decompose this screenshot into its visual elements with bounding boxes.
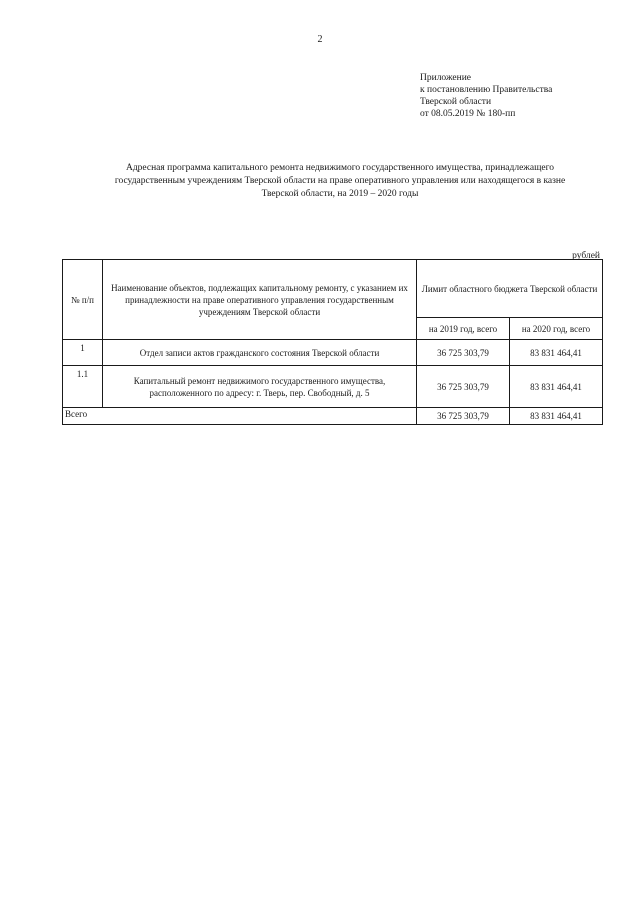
table-row bbox=[63, 366, 603, 408]
table-header-row bbox=[63, 260, 603, 318]
header-num: № п/п bbox=[63, 260, 103, 340]
total-label: Всего bbox=[63, 408, 417, 425]
header-limit: Лимит областного бюджета Тверской области bbox=[417, 260, 603, 318]
row-value-2020: 83 831 464,41 bbox=[510, 366, 603, 408]
header-name: Наименование объектов, подлежащих капитальному ремонту, с указанием их принадлежности на праве оперативного управления государственным учреждениям Тверской области bbox=[103, 260, 417, 340]
total-value-2019: 36 725 303,79 bbox=[417, 408, 510, 425]
budget-table bbox=[62, 259, 603, 425]
page-number: 2 bbox=[317, 34, 323, 45]
table-total-row bbox=[63, 408, 603, 425]
appendix-line: Приложение bbox=[420, 73, 471, 83]
appendix-line: к постановлению Правительства bbox=[420, 85, 553, 95]
document-title bbox=[80, 162, 600, 201]
header-year-2019: на 2019 год, всего bbox=[417, 318, 510, 340]
row-num: 1 bbox=[63, 340, 103, 366]
row-name: Отдел записи актов гражданского состояния Тверской области bbox=[103, 340, 417, 366]
row-num: 1.1 bbox=[63, 366, 103, 408]
appendix-line: Тверской области bbox=[420, 97, 492, 107]
row-value-2020: 83 831 464,41 bbox=[510, 340, 603, 366]
header-year-2020: на 2020 год, всего bbox=[510, 318, 603, 340]
table-row bbox=[63, 340, 603, 366]
title-line: Адресная программа капитального ремонта недвижимого государственного имущества, принадлежащего bbox=[125, 163, 555, 173]
row-value-2019: 36 725 303,79 bbox=[417, 340, 510, 366]
appendix-line: от 08.05.2019 № 180-пп bbox=[420, 109, 516, 119]
title-line: Тверской области, на 2019 – 2020 годы bbox=[261, 189, 419, 199]
appendix-block bbox=[420, 72, 552, 120]
row-value-2019: 36 725 303,79 bbox=[417, 366, 510, 408]
title-line: государственным учреждениям Тверской области на праве оперативного управления или находящегося в казне bbox=[114, 176, 566, 186]
row-name: Капитальный ремонт недвижимого государственного имущества, расположенного по адресу: г. Тверь, пер. Свободный, д. 5 bbox=[103, 366, 417, 408]
total-value-2020: 83 831 464,41 bbox=[510, 408, 603, 425]
units-label: рублей bbox=[572, 251, 600, 261]
